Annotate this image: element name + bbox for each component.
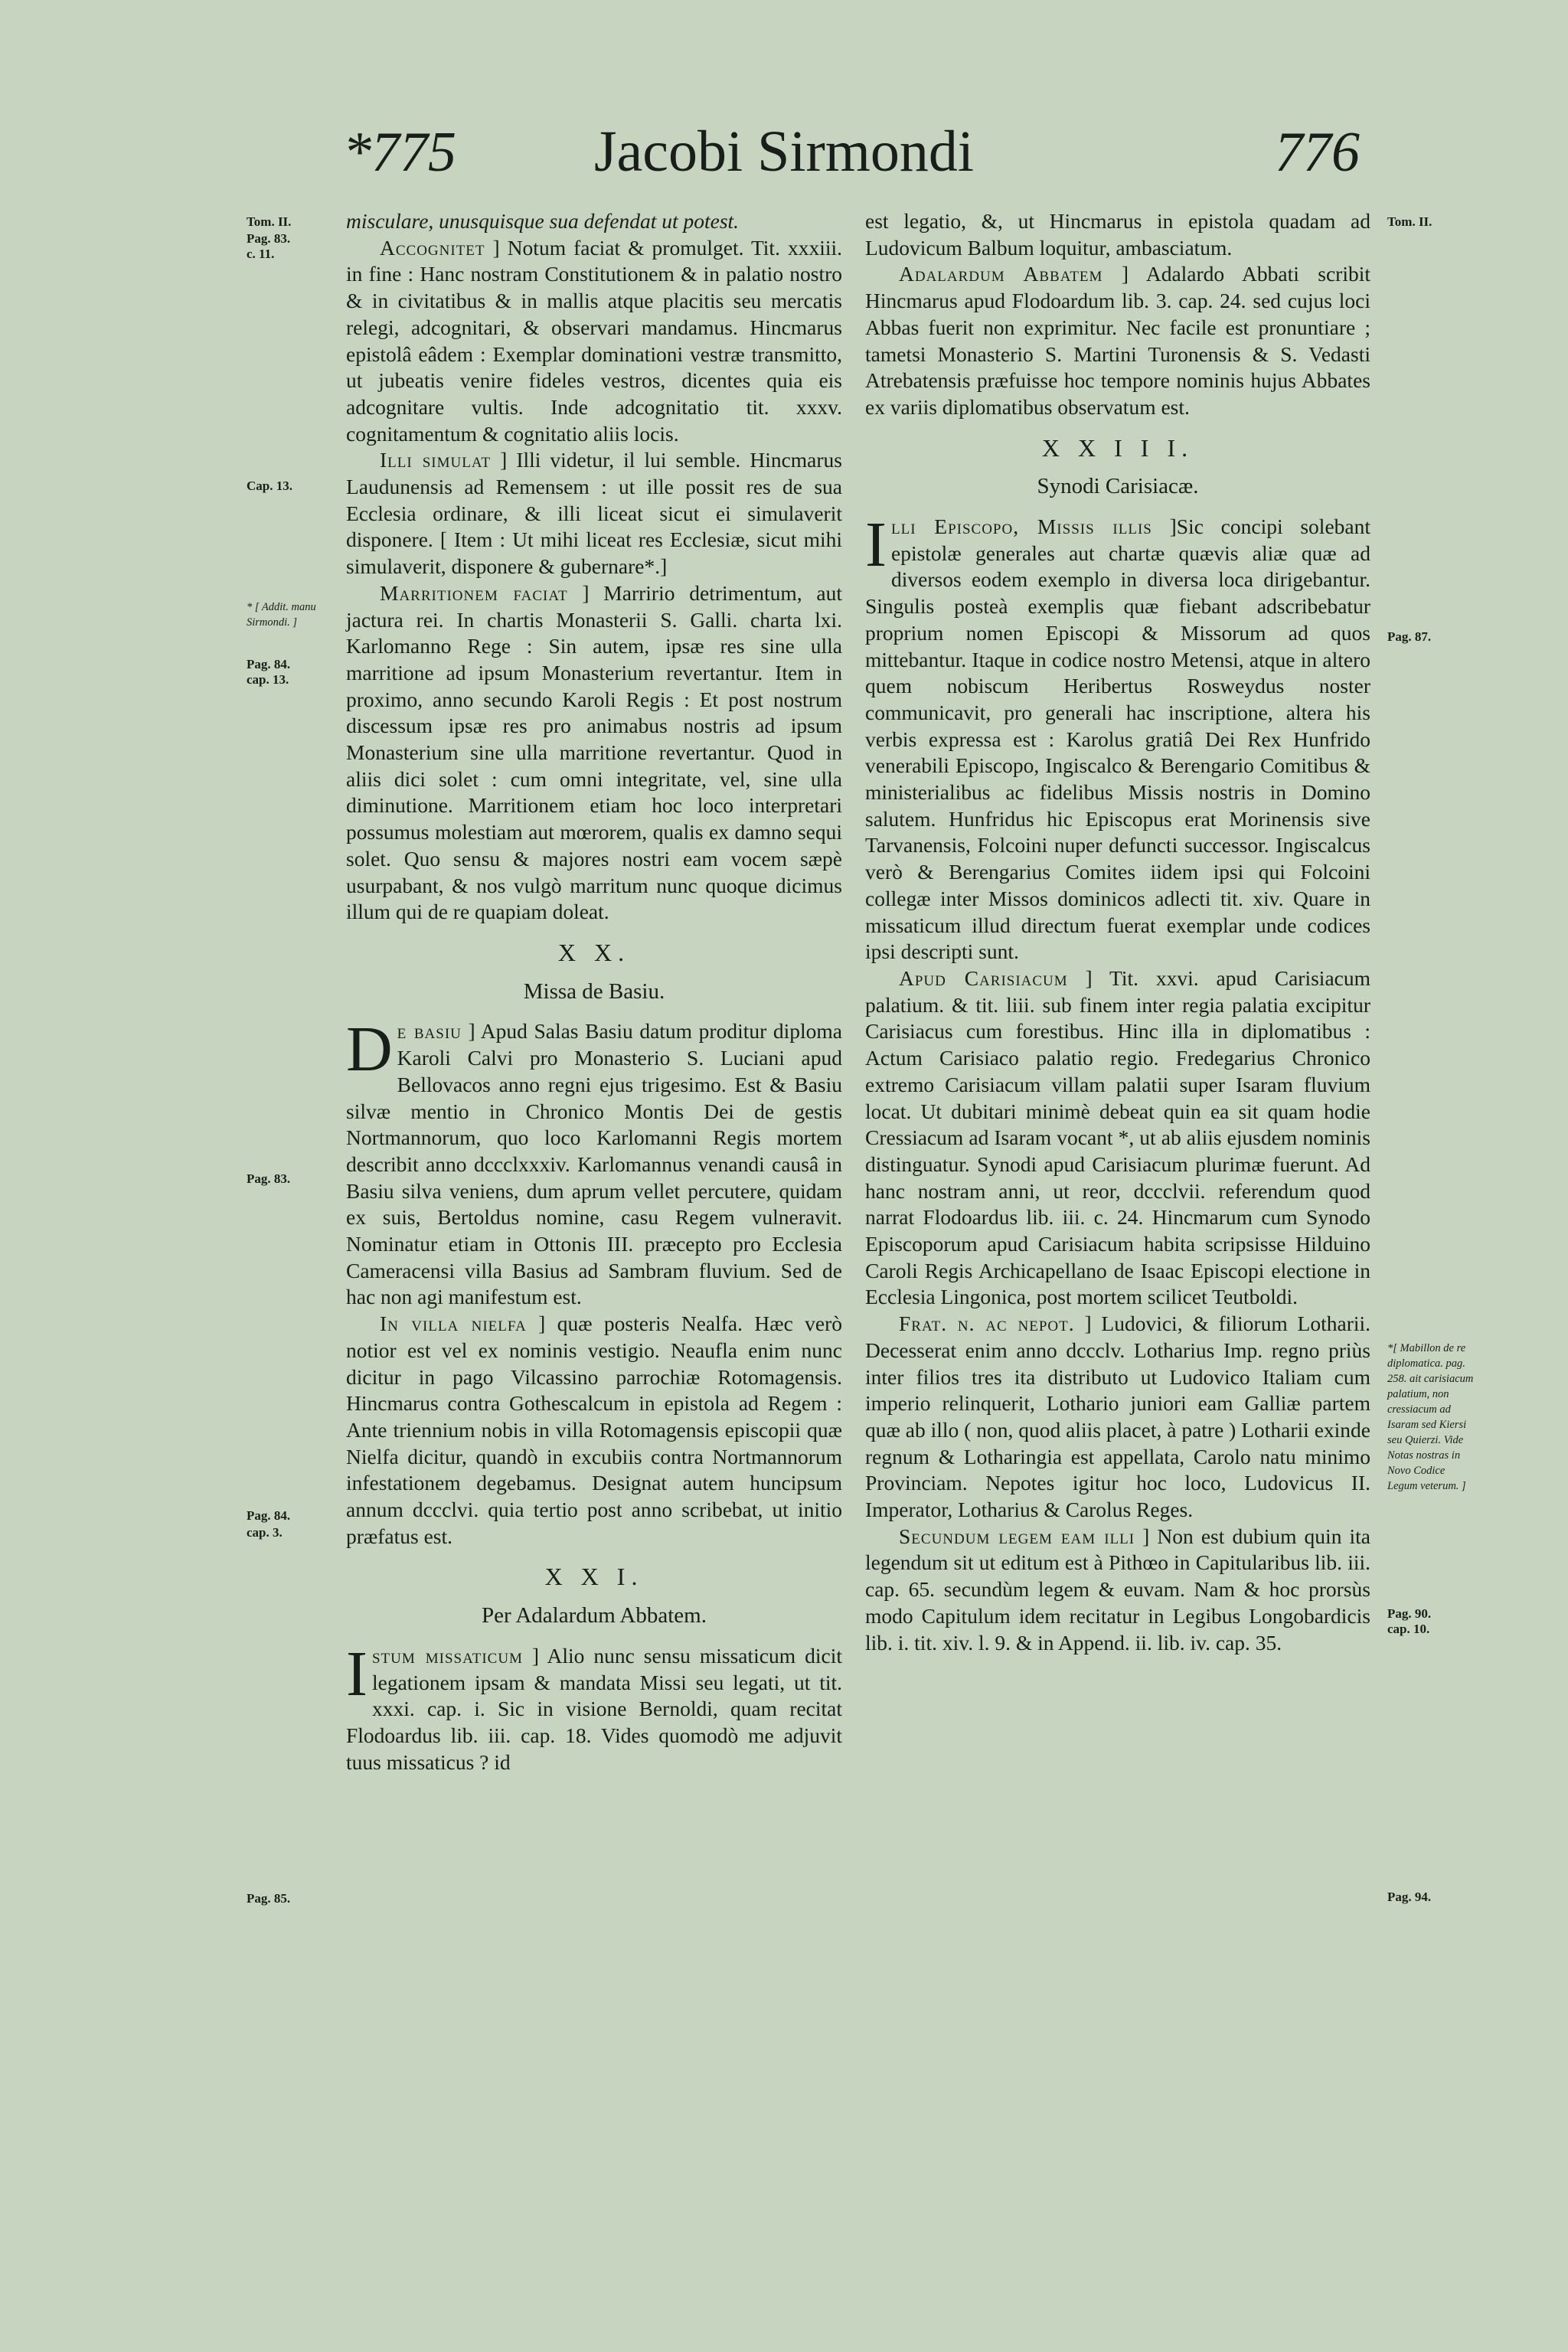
paragraph: misculare, unusquisque sua defendat ut potest. [346, 209, 740, 233]
paragraph: est legatio, &, ut Hincmarus in epistola quadam ad Ludovicum Balbum loquitur, ambasciatum. [865, 209, 1370, 260]
margin-note-cap: Cap. 13. [247, 479, 292, 493]
running-title: Jacobi Sirmondi [593, 119, 975, 184]
drop-capital: I [865, 509, 887, 581]
margin-note-page: Pag. 87. [1387, 629, 1432, 644]
paragraph: Secundum legem eam illi ] Non est dubium quin ita legendum sit ut editum est à Pithœo in Capitularibus lib. iii. cap. 65. secundùm legem & euvam. Nam & hoc prorsùs modo Capitulum idem recitatur in Legibus Longobardicis lib. i. tit. xiv. l. 9. & in Append. ii. lib. iv. cap. 35. [865, 1524, 1371, 1655]
drop-capital: D [346, 1014, 393, 1086]
lemma: e basiu [397, 1019, 462, 1044]
lemma: Illi simulat [380, 448, 492, 472]
paragraph: Marritionem faciat ] Marririo detrimentum, aut jactura rei. In chartis Monasterii S. Galli. charta lxi. Karlomanno Rege : Sin autem, ipsæ res sine ulla marritione ad ipsum Monasterium revertantur. Item in proximo, anno secundo Karoli Regis : Et post nostrum discessum ipsæ res pro animabus nostris ad ipsum Monasterium sine ulla marritione revertantur. Quod in aliis dici solet : cum omni integritate, vel, sine ulla diminutione. Marritionem etiam hoc loco interpretari possumus molestiam aut mœrorem, qualis ex damno sequi solet. Quo sensu & majores nostri eam vocem sæpè usurpabant, & nos vulgò marritum nunc quoque dicimus illum qui de re quapiam doleat. [346, 580, 843, 924]
page-number-right: 776 [1275, 121, 1360, 184]
section-title: Missa de Basiu. [523, 978, 665, 1004]
paragraph: Illi Episcopo, Missis illis ]Sic concipi solebant epistolæ generales aut chartæ quævis aliæ quæ ad diversos eodem exemplo in diversa loca dirigebantur. Singulis posteà exemplis quæ fiebant adscribebatur proprium nomen Episcopi & Missorum ad quos mittebantur. Itaque in codice nostro Metensi, atque in altero quem nobiscum Heribertus Rosweydus noster communicavit, pro generali hac inscriptione, altera his verbis expressa est : Karolus gratiâ Dei Rex Hunfrido venerabili Episcopo, Ingiscalco & Berengario Comitibus & ministerialibus ac fidelibus Missis nostris in Domino salutem. Hunfridus hic Episcopus erat Morinensis sive Tarvanensis, Folcoini nuper defuncti successor. Ingiscalcus verò & Berengarius Comites iidem ipsi qui Folcoini collegæ inter Missos dominicos adlecti tit. xiv. Quare in missaticum illud directum fuerat exemplar unde codices ipsi descripti sunt. [865, 509, 1370, 964]
margin-note-addition: * [ Addit. manu Sirmondi. ] [247, 601, 316, 629]
lemma: Adalardum Abbatem [899, 262, 1103, 286]
paragraph: Frat. n. ac nepot. ] Ludovici, & filiorum Lotharii. Decesserat enim anno dccclv. Lotharius Imp. regno priùs inter filios tres ita distributo ut Ludovico Italiam cum imperio relinquerit, Lothario juniori eam Galliæ partem quæ ab illo ( non, quod aliis placet, à patre ) Lotharii exinde regnum & Lotharingia est appellata, Carolo natu minimo Provinciam. Nepotes igitur hoc loco, Ludovicus II. Imperator, Lotharius & Carolus Reges. [865, 1312, 1371, 1522]
margin-note-page: Pag. 84. [247, 1508, 291, 1523]
paragraph: Accognitet ] Notum faciat & promulget. Tit. xxxiii. in fine : Hanc nostram Constitutionem & in palatio nostro & in civitatibus & in mallis atque placitis seu mercatis relegi, adcognitari, & observari mandamus. Hincmarus epistolâ eâdem : Exemplar dominationi vestræ transmitto, ut jubeatis venire fideles vestros, dicentes quia eis adcognitare vultis. Inde adcognitatio tit. xxxv. cognitamentum & cognitatio aliis locis. [346, 235, 842, 446]
lemma: stum missaticum [371, 1643, 523, 1668]
lemma: Accognitet [380, 235, 485, 260]
margin-note-page: Pag. 85. [247, 1891, 291, 1906]
margin-note-page: Pag. 90. [1387, 1606, 1432, 1621]
margin-note-page: Pag. 84. [247, 657, 291, 671]
paragraph: Illi simulat ] Illi videtur, il lui semble. Hincmarus Laudunensis ad Remensem : ut ille possit res de sua Ecclesia ordinare, & illi liceat sicut ei simulaverit disponere. [ Item : Ut mihi liceat res Ecclesiæ, sicut mihi simulaverit, disponere & gubernare*.] [346, 448, 842, 579]
section-number: X X. [557, 938, 631, 966]
text-column-left [346, 208, 842, 1775]
paragraph: Istum missaticum ] Alio nunc sensu missaticum dicit legationem ipsam & mandata Missi seu legati, ut tit. xxxi. cap. i. Sic in visione Bernoldi, quam recitat Flodoardus lib. iii. cap. 18. Vides quomodò me adjuvit tuus missaticus ? id [346, 1638, 842, 1774]
margin-note-mabillon: *[ Mabillon de re diplomatica. pag. 258. ait carisiacum palatium, non cressiacum ad Isaram sed Kiersi seu Quierzi. Vide Notas nostras in Novo Codice Legum veterum. ] [1387, 1342, 1474, 1492]
section-number: X X I. [544, 1563, 644, 1591]
section-title: Synodi Carisiacæ. [1037, 474, 1199, 499]
page-number-left: *775 [343, 121, 456, 184]
lemma: Secundum legem eam illi [899, 1524, 1135, 1548]
paragraph: In villa nielfa ] quæ posteris Nealfa. Hæc verò notior est vel ex nominis vestigio. Neaufla enim nunc dicitur in pago Vilcassino parrochiæ Rotomagensis. Hincmarus contra Gothescalcum in epistola ad Regem : Ante triennium nobis in villa Rotomagensis episcopii quæ Nielfa dicitur, quandò in excubiis contra Nortmannorum infestationem degebamus. Designat autem huncipsum annum dccclvi. quia tertio post anno scribebat, ut initio præfatus est. [346, 1312, 843, 1548]
section-title: Per Adalardum Abbatem. [482, 1603, 707, 1628]
lemma: Frat. n. ac nepot. [899, 1312, 1075, 1336]
margin-note-page: Pag. 83. [247, 231, 291, 246]
margin-note-tome: Tom. II. [247, 214, 292, 229]
paragraph: De basiu ] Apud Salas Basiu datum proditur diploma Karoli Calvi pro Monasterio S. Luciani apud Bellovacos anno regni ejus trigesimo. Est & Basiu silvæ mentio in Chronico Montis Dei de gestis Nortmannorum, quo loco Karlomanni Regis mortem describit anno dccclxxxiv. Karlomannus venandi causâ in Basiu silva veniens, dum aprum vellet percutere, quidam ex suis, Bertoldus nomine, casu Regem vulneravit. Nominatur etiam in Ottonis III. præcepto pro Ecclesia Cameracensi villa Basius ad Sambram fluvium. Sed de hac non agi manifestum est. [346, 1014, 842, 1309]
lemma: Marritionem faciat [380, 580, 568, 605]
paragraph: Apud Carisiacum ] Tit. xxvi. apud Carisiacum palatium. & tit. liii. sub finem inter regia palatia excipitur Carisiacus cum forestibus. Hinc illa in diplomatibus : Actum Carisiaco palatio regio. Fredegarius Chronico extremo Carisiacum villam palatii super Isaram fluvium locat. Ut dubitari minimè debeat quin ea sit quam hodie Cressiacum ad Isaram vocant *, ut ab aliis ejusdem nominis distinguatur. Synodi apud Carisiacum plurimæ fuerunt. Ad hanc nostram anni, ut reor, dccclvii. referendum quod narrat Flodoardus lib. iii. c. 24. Hincmarum cum Synodo Episcoporum apud Carisiacum habita scripsisse Hilduino Caroli Regis Archicapellano de Isaac Episcopi electione in Ecclesia Lingonica, post mortem scilicet Teutboldi. [865, 965, 1370, 1309]
lemma: Apud Carisiacum [899, 965, 1068, 990]
section-number: X X I I I. [1041, 433, 1194, 462]
lemma: In villa nielfa [380, 1312, 527, 1336]
margin-note-page: Pag. 83. [247, 1171, 291, 1186]
margin-note-cap: c. 11. [247, 247, 275, 261]
margin-note-cap: cap. 13. [247, 672, 289, 687]
text-column-right [865, 208, 1370, 1656]
margin-note-tome: Tom. II. [1387, 214, 1432, 229]
margin-note-cap: cap. 3. [247, 1525, 283, 1540]
lemma: lli Episcopo, Missis illis [890, 514, 1152, 539]
paragraph: Adalardum Abbatem ] Adalardo Abbati scribit Hincmarus apud Flodoardum lib. 3. cap. 24. sed cujus loci Abbas fuerit non exprimitur. Nec facile est pronuntiare ; tametsi Monasterio S. Martini Turonensis & S. Vedasti Atrebatensis præfuisse hoc tempore nominis hujus Abbates ex variis diplomatibus observatum est. [865, 262, 1370, 419]
margin-note-cap: cap. 10. [1387, 1622, 1430, 1636]
margin-note-page: Pag. 94. [1387, 1890, 1432, 1904]
drop-capital: I [346, 1638, 368, 1710]
